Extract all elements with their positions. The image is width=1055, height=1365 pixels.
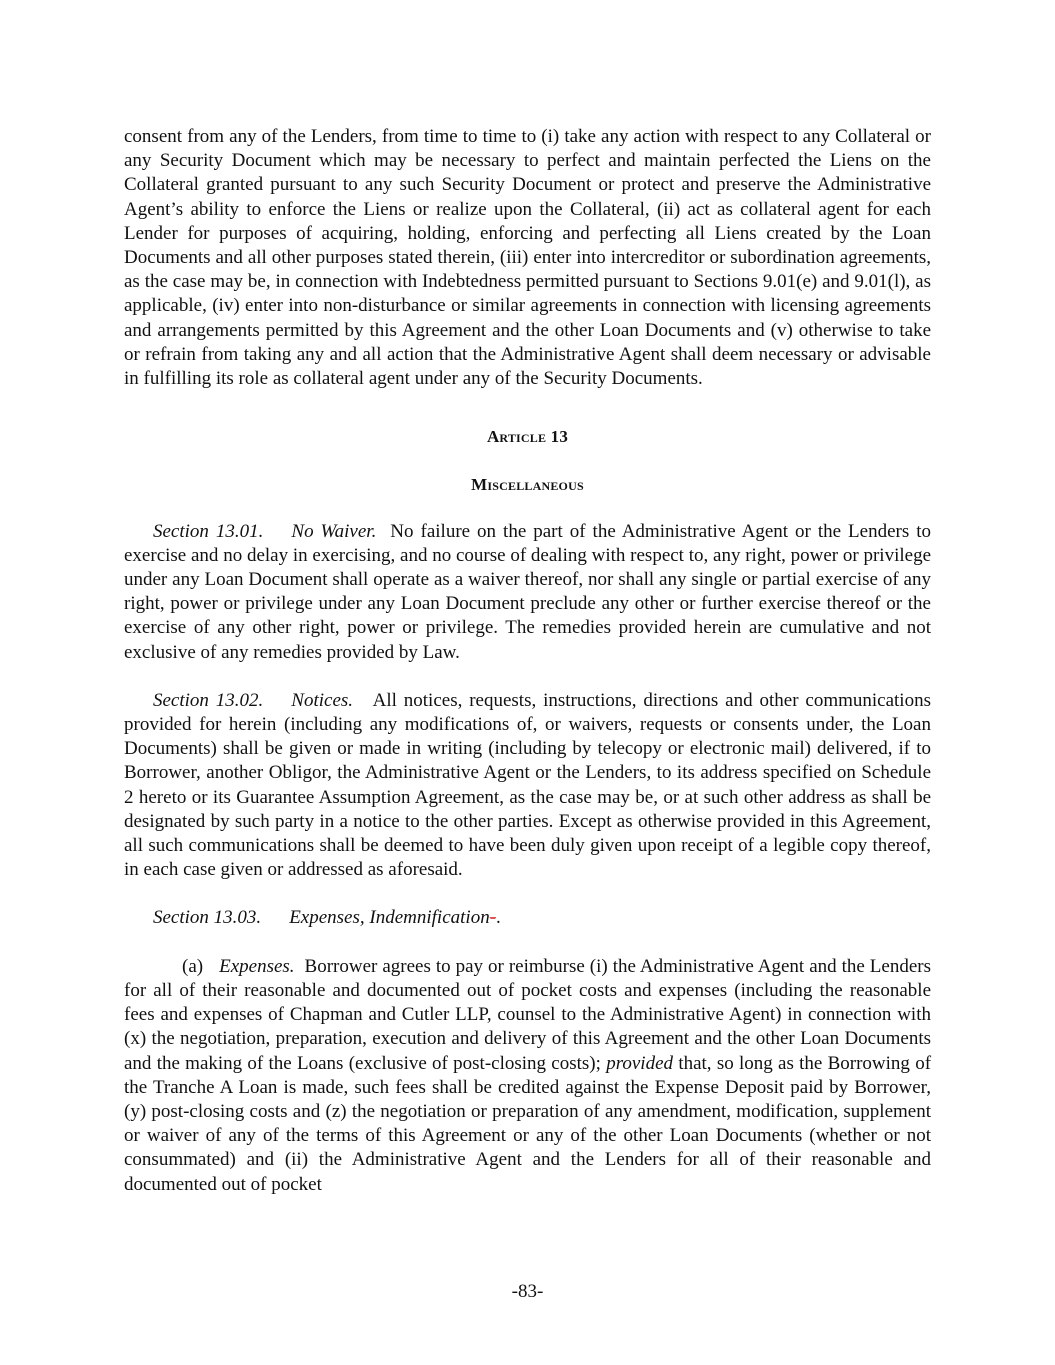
page-number: -83- [511,1281,544,1302]
article-number: Article 13 [486,427,569,447]
section-13-01 [124,520,931,665]
section-body: All notices, requests, instructions, directions and other communications provided for herein (including any modifications of, or waivers, requests or consents under, the Loan Documents) shall be given or made in writing (including by telecopy or electronic mail) delivered, if to Borrower, another Obligor, the Administrative Agent or the Lenders, to its address specified on Schedule 2 hereto or its Guarantee Assumption Agreement, as the case may be, or at such other address as shall be designated by such party in a notice to the other parties. Except as otherwise provided in this Agreement, all such communications shall be deemed to have been duly given upon receipt of a legible copy thereof, in each case given or addressed as aforesaid. [124,689,931,881]
article-title: Miscellaneous [471,475,584,495]
document-page [124,125,931,1197]
subsection-body-part2: that, so long as the Borrowing of the Tranche A Loan is made, such fees shall be credited against the Expense Deposit paid by Borrower, (y) post-closing costs and (z) the negotiation or preparation of any amendment, modification, supplement or waiver of any of the terms of this Agreement or any of the other Loan Documents (whether or not consummated) and (ii) the Administrative Agent and the Lenders for all of their reasonable and documented out of pocket [124,1052,932,1195]
section-title: Notices. [291,689,354,711]
section-13-02 [124,689,931,883]
intro-paragraph: consent from any of the Lenders, from time to time to (i) take any action with respect to any Collateral or any Security Document which may be necessary to perfect and maintain perfected the Liens on the Collateral granted pursuant to any such Security Document or protect and preserve the Administrative Agent’s ability to enforce the Liens or realize upon the Collateral, (ii) act as collateral agent for each Lender for purposes of acquiring, holding, enforcing and perfecting all Liens created by the Loan Documents and all other purposes stated therein, (iii) enter into intercreditor or subordination agreements, as the case may be, in connection with Indebtedness permitted pursuant to Sections 9.01(e) and 9.01(l), as applicable, (iv) enter into non-disturbance or similar agreements in connection with licensing agreements and arrangements permitted by this Agreement and the other Loan Documents and (v) otherwise to take or refrain from taking any and all action that the Administrative Agent shall deem necessary or advisable in fulfilling its role as collateral agent under any of the Security Documents. [124,126,931,390]
subsection-body-part1: Borrower agrees to pay or reimburse (i) the Administrative Agent and the Lenders for all of their reasonable and documented out of pocket costs and expenses (including the reasonable fees and expenses of Chapman and Cutler LLP, counsel to the Administrative Agent) in connection with (x) the negotiation, preparation, execution and delivery of this Agreement and the other Loan Documents and the making of the Loans (exclusive of post-closing costs); [124,955,931,1074]
section-number: Section 13.01. [153,520,264,542]
subsection-a [124,955,931,1197]
section-title: No Waiver. [291,520,377,542]
section-13-03 [124,906,931,930]
section-title: Expenses, Indemnification [289,907,490,929]
section-number: Section 13.03. [153,907,262,929]
subsection-title: Expenses. [219,955,295,977]
subsection-label: (a) [182,955,204,977]
tracked-deletion-mark: - [489,907,497,929]
section-title-period: . [496,907,501,929]
provided-term: provided [606,1052,674,1074]
section-number: Section 13.02. [153,689,264,711]
section-body: No failure on the part of the Administrative Agent or the Lenders to exercise and no delay in exercising, and no course of dealing with respect to, any right, power or privilege under any Loan Document shall operate as a waiver thereof, nor shall any single or partial exercise of any right, power or privilege under any Loan Document preclude any other or further exercise thereof or the exercise of any other right, power or privilege. The remedies provided herein are cumulative and not exclusive of any remedies provided by Law. [124,520,931,663]
